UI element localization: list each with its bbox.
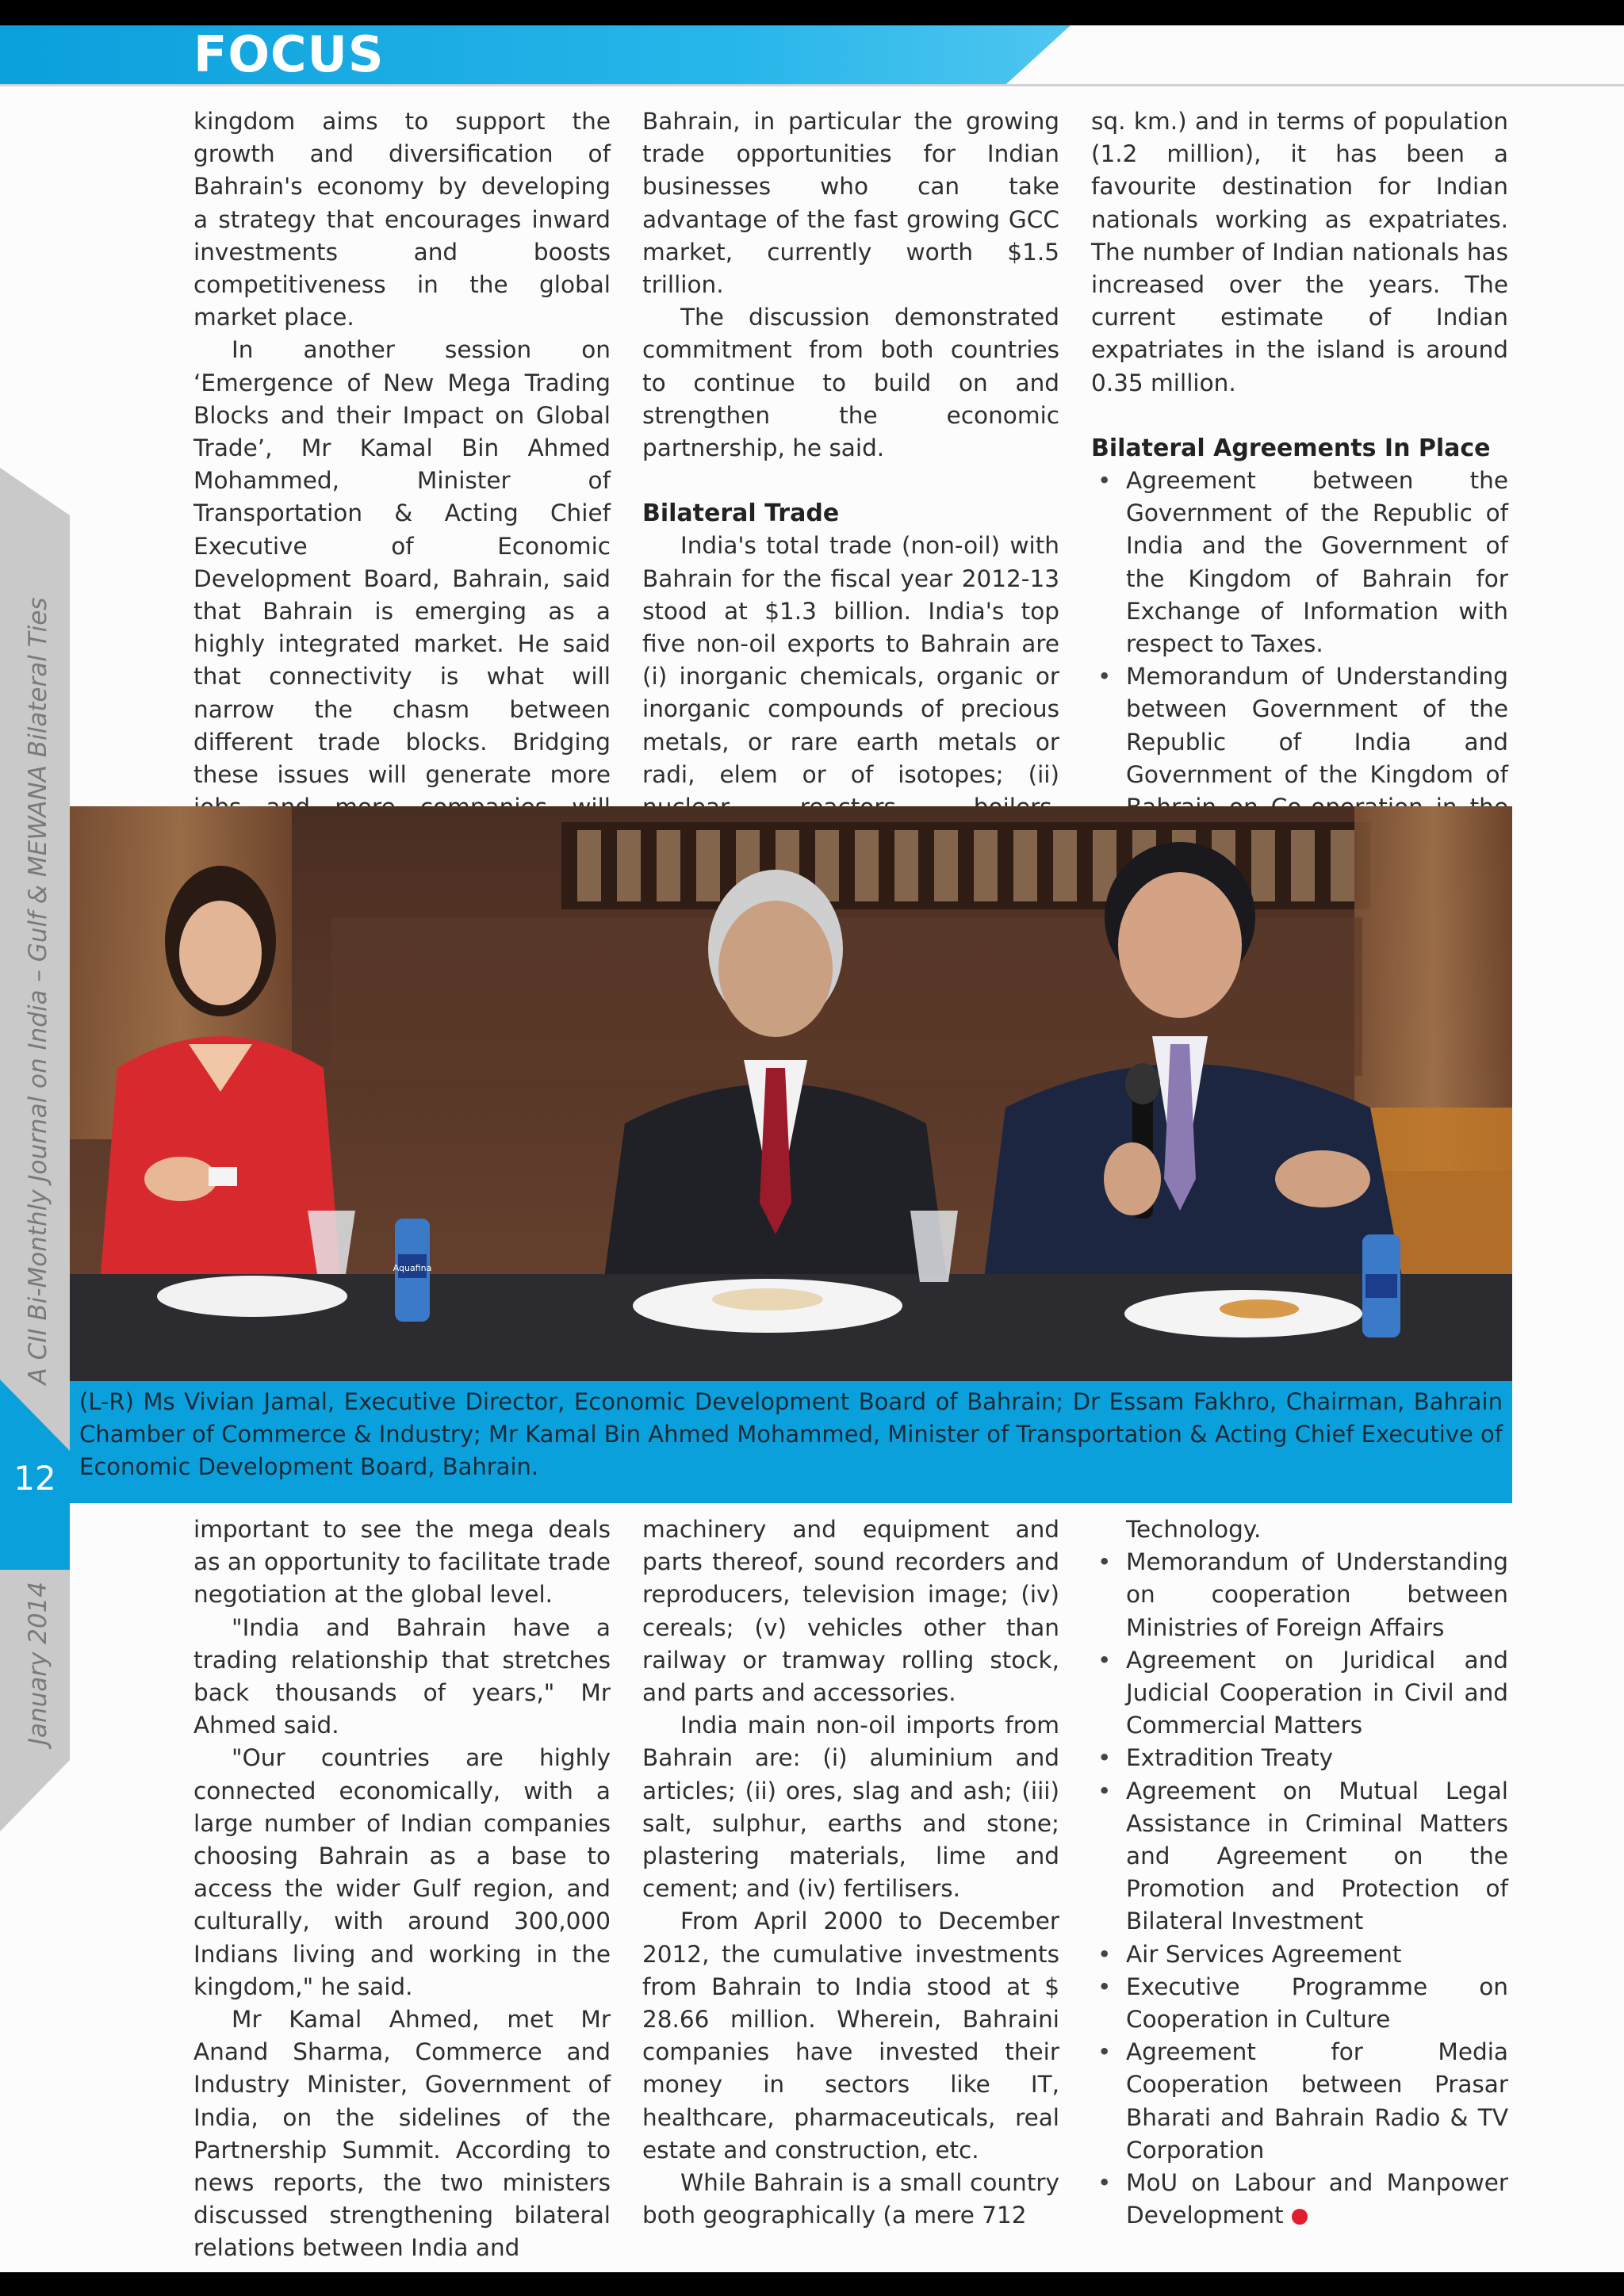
paragraph: The discussion demonstrated commitment from both countries to continue to build on and strengthen the economic partnership, he said.	[642, 304, 1059, 462]
list-item-text: MoU on Labour and Manpower Development	[1126, 2169, 1508, 2229]
list-item: • Memorandum of Understanding between Government of the Republic of India and Government of the Kingdom of	[1091, 660, 1508, 889]
top-column-1	[193, 105, 611, 890]
paragraph: sq. km.) and in terms of population (1.2 million), it has been a favourite destination for Indian nationals working as expatriates. The number of Indian nationals has increased over the years. The current estimate of Indian expatriates in the island is around 0.35 million.	[1091, 108, 1508, 396]
photo-illustration	[70, 806, 1512, 1381]
section-header-band	[0, 25, 1071, 84]
list-item-last	[1091, 2167, 1508, 2232]
paragraph: important to see the mega deals as an opportunity to facilitate trade negotiation at the global level.	[193, 1516, 611, 1609]
end-of-article-icon	[1292, 2209, 1308, 2225]
list-item: • Memorandum of Understanding on cooperation between Ministries of Foreign Affairs	[1091, 1546, 1508, 1644]
list-item: • Agreement between the Government of the Republic of India and the Government of the Kingdom of Bahrain for Exchange of Information with respect to Taxes.	[1091, 465, 1508, 660]
bottom-column-1	[193, 1513, 611, 2265]
top-column-2	[642, 105, 1059, 890]
bottle-label: Aquafina	[393, 1263, 432, 1273]
paragraph: In another session on ‘Emergence of New Mega Trading Blocks and their Impact on Global Trade’, Mr Kamal Bin Ahmed Mohammed, Minister of Transportation & Acting Chief Executive of Economic Development Board, Bahrain, said that Bahrain is emerging as a highly integrated market. He said that connectivity is what will narrow the chasm between different trade blocks. Bridging these issues will generate more	[193, 336, 611, 789]
paragraph: Bahrain, in particular the growing trade opportunities for Indian businesses who can take advantage of the fast growing GCC market, currently worth $1.5 trillion.	[642, 108, 1059, 299]
paragraph: "India and Bahrain have a trading relationship that stretches back thousands of years," Mr Ahmed said.	[193, 1613, 611, 1739]
paragraph: India main non-oil imports from Bahrain are: (i) aluminium and articles; (ii) ores, slag and ash; (iii) salt, sulphur, earths and stone; plastering materials, lime and cement; and (iv) fertilisers.	[642, 1712, 1059, 1903]
paragraph: While Bahrain is a small country both geographically (a mere 712	[642, 2169, 1059, 2229]
paragraph: Mr Kamal Ahmed, met Mr Anand Sharma, Commerce and Industry Minister, Government of India, on the sidelines of the Partnership Summit. According to news reports, the two ministers discussed strengthening bilateral relations between India and	[193, 2006, 611, 2262]
event-photo	[70, 806, 1512, 1381]
agreement-list	[1091, 1513, 1508, 2232]
section-heading: Bilateral Trade	[642, 499, 840, 528]
section-heading: Bilateral Agreements In Place	[1091, 434, 1491, 462]
list-item: • Extradition Treaty	[1091, 1742, 1508, 1774]
list-item: • Agreement on Mutual Legal Assistance in Criminal Matters and Agreement on the Promotion and Protection of Bilateral Investment	[1091, 1775, 1508, 1938]
bottom-column-2	[642, 1513, 1059, 2232]
section-title: FOCUS	[193, 25, 385, 83]
paragraph: machinery and equipment and parts thereof, sound recorders and reproducers, television image; (iv) cereals; (v) vehicles other than railway or tramway rolling stock, and parts and accessories.	[642, 1516, 1059, 1707]
paragraph: "Our countries are highly connected economically, with a large number of Indian companies choosing Bahrain as a base to access the wider Gulf region, and culturally, with around 300,000 Indians living and working in the kingdom," he said.	[193, 1744, 611, 2000]
paragraph: India's total trade (non-oil) with Bahrain for the fiscal year 2012-13 stood at $1.3 billion. India's top five non-oil exports to Bahrain are (i) inorganic chemicals, organic or inorganic compounds of precious metals, or rare earth metals or radi, elem or of isotopes; (ii)	[642, 532, 1059, 788]
page-number: 12	[13, 1459, 56, 1498]
journal-name: A CII Bi-Monthly Journal on India – Gulf & MEWANA Bilateral Ties	[24, 597, 52, 1385]
bottom-black-bar	[0, 2272, 1624, 2296]
list-item: • Agreement for Media Cooperation between Prasar Bharati and Bahrain Radio & TV Corporation	[1091, 2036, 1508, 2167]
top-black-bar	[0, 0, 1624, 25]
top-column-3	[1091, 105, 1508, 890]
paragraph: kingdom aims to support the growth and diversification of Bahrain's economy by developing a strategy that encourages inward investments and boosts competitiveness in the global market place.	[193, 108, 611, 331]
list-item-continuation: Technology.	[1126, 1516, 1262, 1543]
issue-date: January 2014	[24, 1581, 52, 1746]
paragraph: From April 2000 to December 2012, the cumulative investments from Bahrain to India stood at $ 28.66 million. Wherein, Bahraini companies have invested their money in sectors like IT, healthcare, pharmaceuticals, real estate and construction, etc.	[642, 1908, 1059, 2164]
bottom-column-3	[1091, 1513, 1508, 2232]
photo-caption: (L-R) Ms Vivian Jamal, Executive Director, Economic Development Board of Bahrain; Dr Essam Fakhro, Chairman, Bahrain Chamber of Commerce & Industry; Mr Kamal Bin Ahmed Mohammed, Minister of Transportation & Acting Chief Executive of Economic Development Board, Bahrain.	[79, 1388, 1503, 1480]
list-item: • Executive Programme on Cooperation in Culture	[1091, 1971, 1508, 2036]
list-item: • Air Services Agreement	[1091, 1938, 1508, 1971]
list-item: • Agreement on Juridical and Judicial Cooperation in Civil and Commercial Matters	[1091, 1644, 1508, 1743]
